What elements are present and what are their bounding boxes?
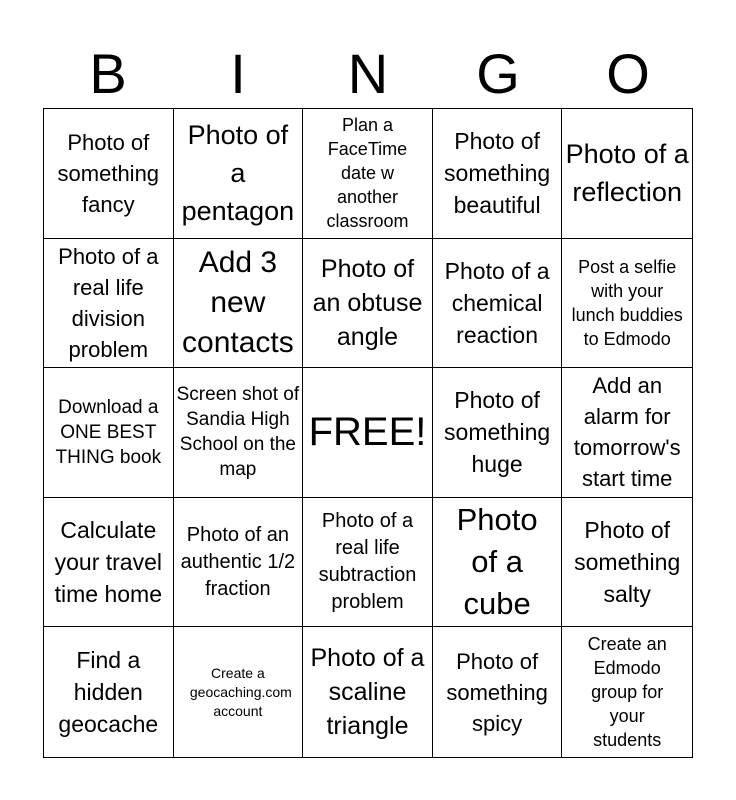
cell-text: FREE! <box>308 410 427 455</box>
bingo-cell[interactable] <box>433 498 563 628</box>
bingo-cell[interactable] <box>433 109 563 239</box>
bingo-cell[interactable] <box>44 239 174 369</box>
header-letter-i: I <box>230 42 246 105</box>
cell-text: Photo of a real life subtraction problem <box>318 510 417 614</box>
cell-text: Photo of a scaline triangle <box>310 644 425 741</box>
bingo-cell[interactable] <box>174 109 304 239</box>
header-letter-n: N <box>347 42 389 105</box>
bingo-cell[interactable] <box>174 239 304 369</box>
header-letter-g: G <box>476 42 520 105</box>
cell-text: Post a selfie with your lunch buddies to Edmodo <box>571 256 683 349</box>
bingo-cell[interactable] <box>562 239 692 369</box>
cell-text: Calculate your travel time home <box>54 517 162 608</box>
bingo-header <box>43 40 693 108</box>
bingo-cell[interactable] <box>562 627 692 757</box>
cell-text: Photo of something huge <box>444 387 551 478</box>
cell-text: Photo of something beautiful <box>444 128 551 219</box>
bingo-cell[interactable] <box>562 368 692 498</box>
bingo-cell[interactable] <box>303 627 433 757</box>
cell-text: Photo of a cube <box>456 502 538 622</box>
cell-text: Add an alarm for tomorrow's start time <box>573 373 681 492</box>
cell-text: Photo of something spicy <box>446 648 548 736</box>
free-space[interactable] <box>303 368 433 498</box>
bingo-board <box>43 108 693 758</box>
bingo-cell[interactable] <box>562 498 692 628</box>
cell-text: Photo of something fancy <box>57 129 160 217</box>
bingo-cell[interactable] <box>174 498 304 628</box>
cell-text: Photo of a real life division problem <box>58 243 159 362</box>
bingo-cell[interactable] <box>44 627 174 757</box>
bingo-cell[interactable] <box>44 368 174 498</box>
cell-text: Plan a FaceTime date w another classroom <box>326 115 409 232</box>
bingo-cell[interactable] <box>433 627 563 757</box>
bingo-cell[interactable] <box>303 239 433 369</box>
cell-text: Download a ONE BEST THING book <box>55 396 162 468</box>
cell-text: Photo of a reflection <box>565 139 689 208</box>
bingo-cell[interactable] <box>44 109 174 239</box>
bingo-cell[interactable] <box>174 368 304 498</box>
bingo-cell[interactable] <box>44 498 174 628</box>
cell-text: Screen shot of Sandia High School on the map <box>176 384 300 481</box>
cell-text: Photo of a chemical reaction <box>444 257 550 348</box>
bingo-cell[interactable] <box>303 109 433 239</box>
cell-text: Add 3 new contacts <box>182 245 294 359</box>
cell-text: Photo of an obtuse angle <box>312 254 423 351</box>
bingo-cell[interactable] <box>433 368 563 498</box>
cell-text: Photo of something salty <box>574 517 681 608</box>
cell-text: Photo of an authentic 1/2 fraction <box>180 523 296 600</box>
header-letter-b: B <box>89 42 127 105</box>
cell-text: Create an Edmodo group for your students <box>587 634 667 751</box>
bingo-cell[interactable] <box>562 109 692 239</box>
cell-text: Find a hidden geocache <box>58 647 159 738</box>
cell-text: Create a geocaching.com account <box>189 664 292 719</box>
bingo-cell[interactable] <box>174 627 304 757</box>
header-letter-o: O <box>606 42 650 105</box>
bingo-cell[interactable] <box>303 498 433 628</box>
bingo-cell[interactable] <box>433 239 563 369</box>
cell-text: Photo of a pentagon <box>181 120 295 227</box>
